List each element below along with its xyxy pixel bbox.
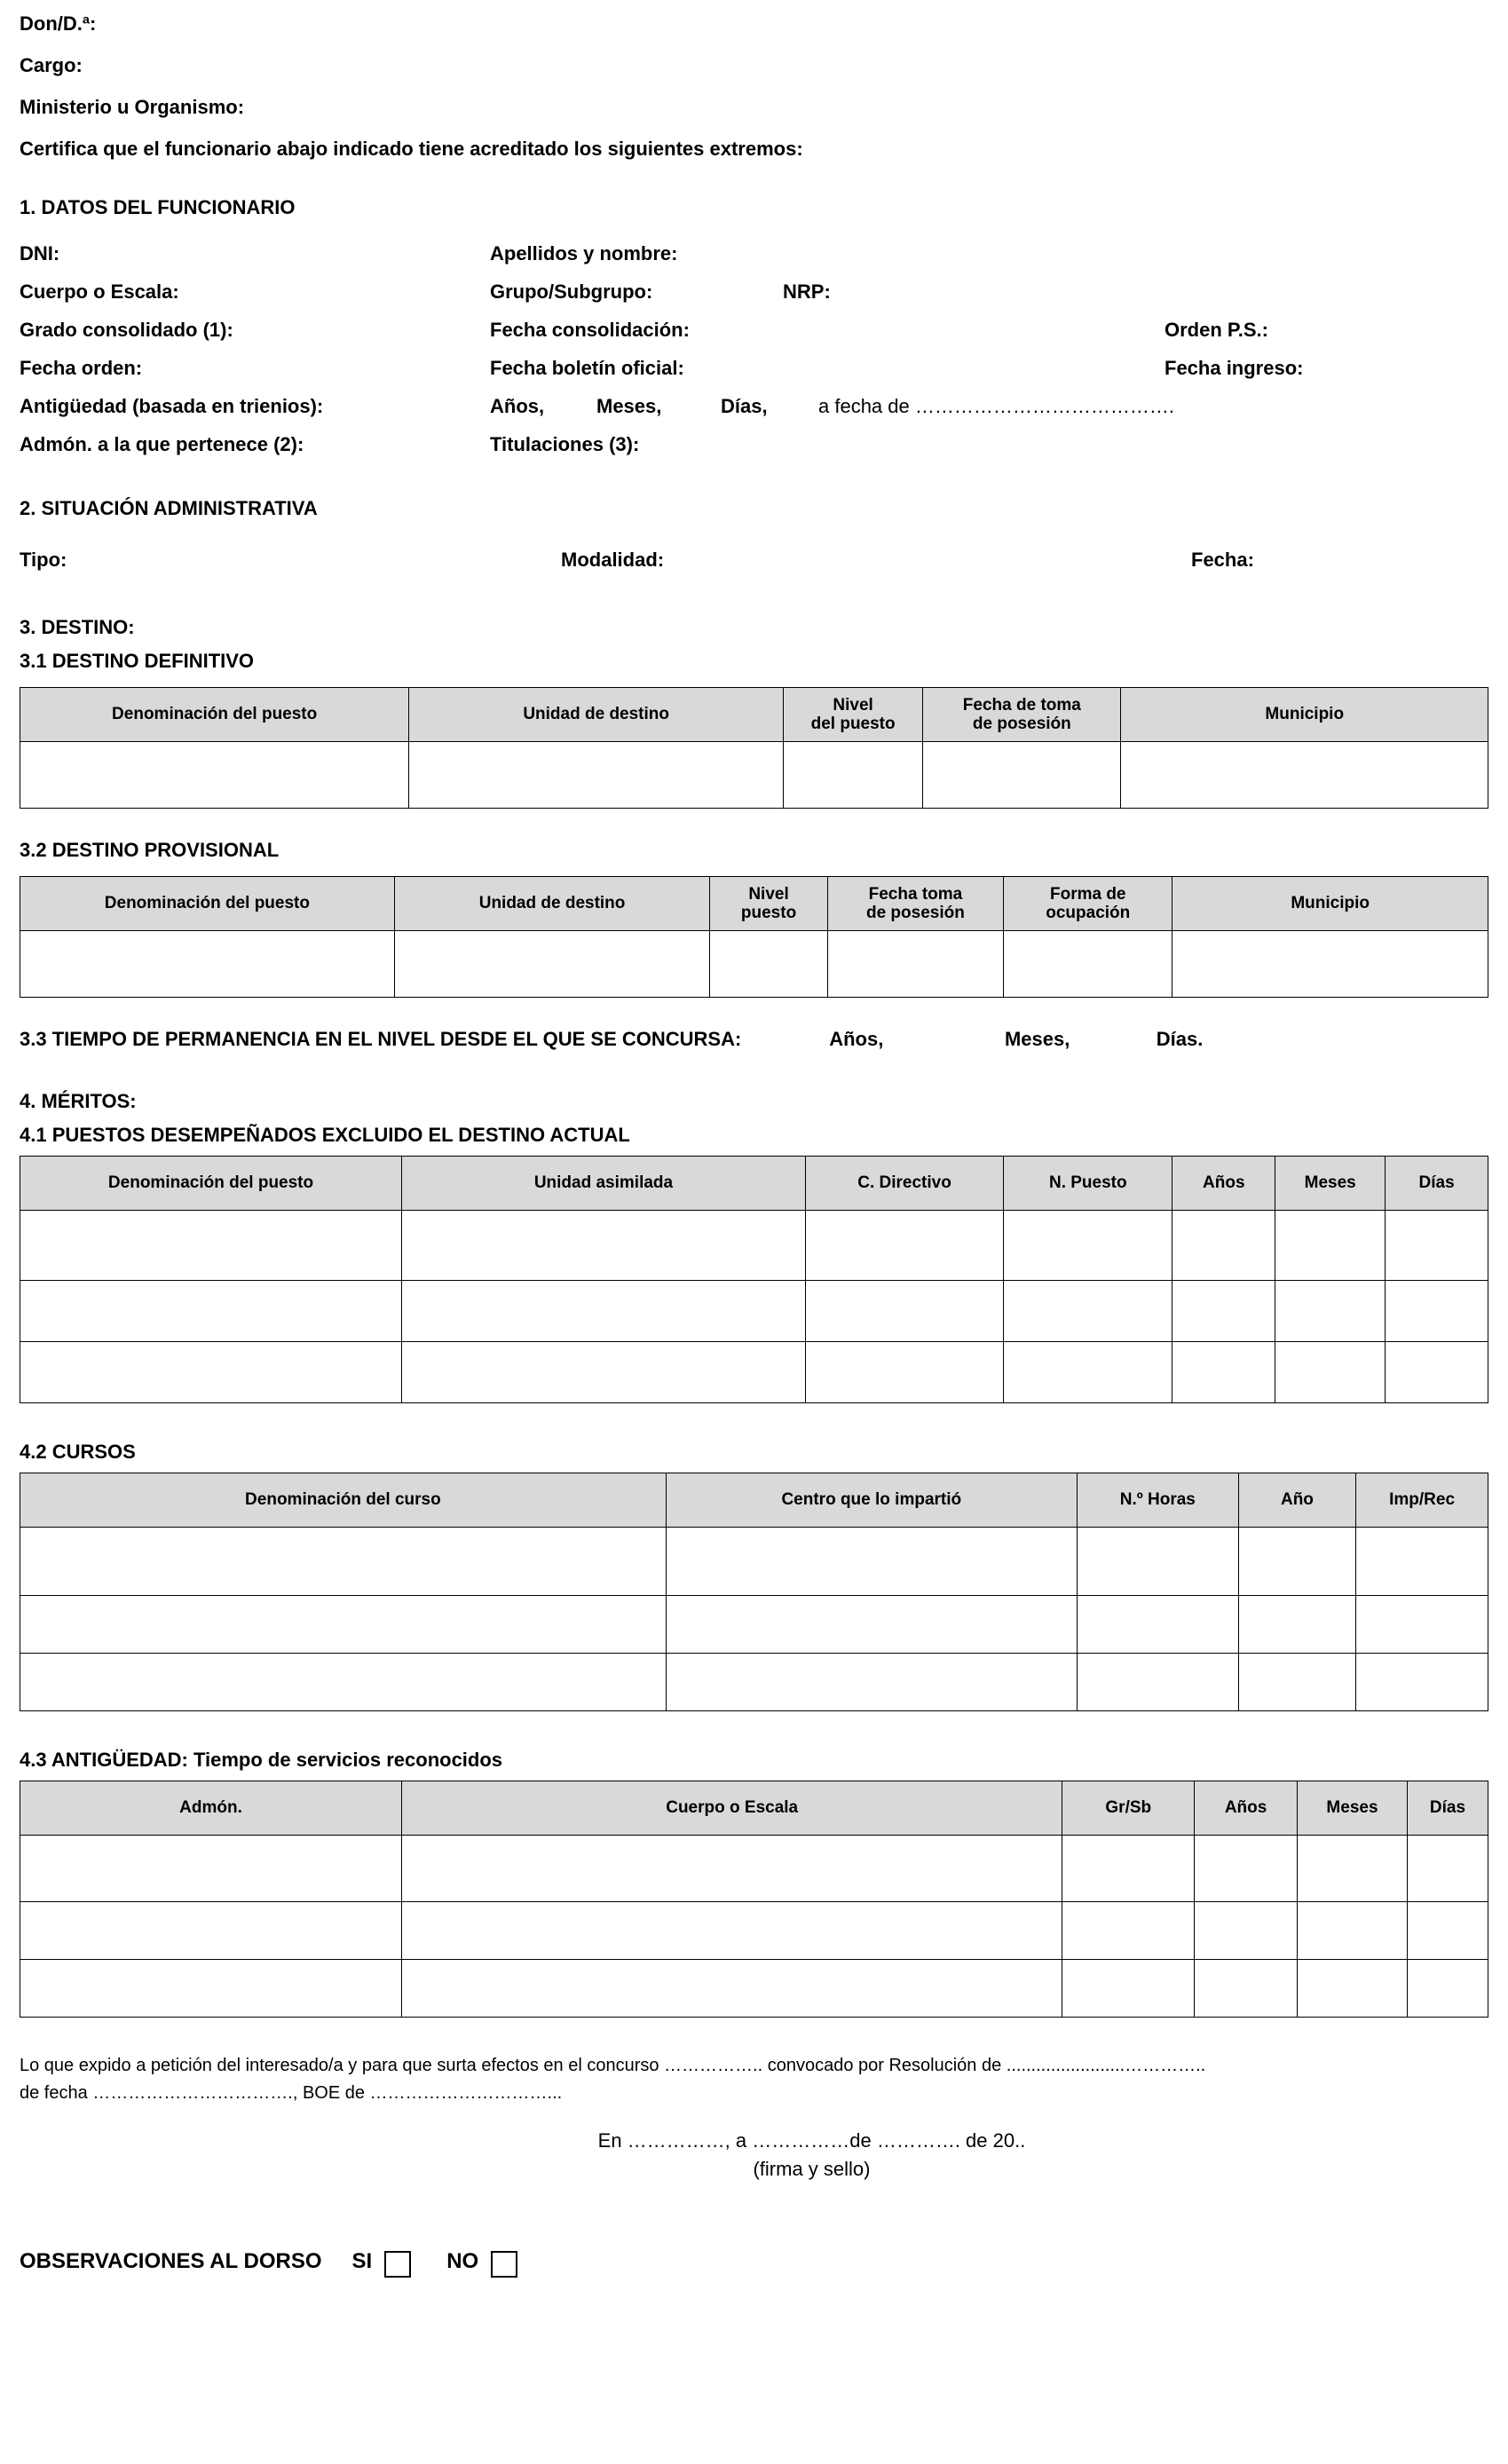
label-tp-anios: Años, <box>829 1028 884 1050</box>
field-ministerio: Ministerio u Organismo: <box>20 96 245 118</box>
cell-anio[interactable] <box>1238 1528 1355 1596</box>
table-row[interactable] <box>20 1596 1488 1654</box>
row-dni <box>20 242 1488 265</box>
cell-municipio[interactable] <box>1121 742 1488 809</box>
label-fecha-orden: Fecha orden: <box>20 357 143 379</box>
cell-anio[interactable] <box>1238 1596 1355 1654</box>
cell-centro[interactable] <box>666 1654 1077 1711</box>
th-imp-rec: Imp/Rec <box>1356 1473 1488 1528</box>
table-antiguedad <box>20 1781 1488 2018</box>
cell-denominacion[interactable] <box>20 742 409 809</box>
cell-unidad[interactable] <box>394 931 710 998</box>
row-admon <box>20 433 1488 456</box>
cell-fecha-posesion[interactable] <box>827 931 1003 998</box>
section-1-title: 1. DATOS DEL FUNCIONARIO <box>20 196 296 218</box>
signature-place-line: En ……………, a ……………de …………. de 20.. <box>597 2129 1026 2152</box>
table-destino-provisional <box>20 876 1488 998</box>
table-row[interactable] <box>20 1960 1488 2018</box>
footer-line-2: de fecha ……………………………., BOE de …………………………... <box>20 2083 563 2103</box>
label-nrp: NRP: <box>783 280 831 303</box>
cell-anios[interactable] <box>1172 1211 1275 1281</box>
cell-meses[interactable] <box>1297 1902 1407 1960</box>
th-denominacion: Denominación del puesto <box>20 1157 402 1211</box>
cell-dias[interactable] <box>1386 1281 1488 1342</box>
section-2-title: 2. SITUACIÓN ADMINISTRATIVA <box>20 497 318 519</box>
th-unidad: Unidad de destino <box>394 877 710 931</box>
th-municipio: Municipio <box>1172 877 1488 931</box>
cell-cuerpo-escala[interactable] <box>402 1902 1062 1960</box>
th-forma-ocupacion: Forma de ocupación <box>1004 877 1172 931</box>
th-meses: Meses <box>1297 1781 1407 1836</box>
th-denominacion-curso: Denominación del curso <box>20 1473 667 1528</box>
section-4-2-title: 4.2 CURSOS <box>20 1441 136 1463</box>
th-denominacion: Denominación del puesto <box>20 688 409 742</box>
th-dias: Días <box>1386 1157 1488 1211</box>
cell-anio[interactable] <box>1238 1654 1355 1711</box>
table-destino-definitivo-wrap <box>20 687 1488 809</box>
label-dni: DNI: <box>20 242 60 265</box>
cell-dias[interactable] <box>1386 1342 1488 1403</box>
cell-centro[interactable] <box>666 1528 1077 1596</box>
table-row[interactable] <box>20 931 1488 998</box>
th-unidad-asimilada: Unidad asimilada <box>402 1157 806 1211</box>
cell-dias[interactable] <box>1408 1902 1488 1960</box>
table-row[interactable] <box>20 742 1488 809</box>
cell-horas[interactable] <box>1077 1654 1238 1711</box>
th-nivel: Nivel puesto <box>710 877 827 931</box>
table-header-row <box>20 1157 1488 1211</box>
cell-admon[interactable] <box>20 1960 402 2018</box>
cell-denominacion[interactable] <box>20 1281 402 1342</box>
table-cursos <box>20 1473 1488 1711</box>
label-titulaciones: Titulaciones (3): <box>490 433 640 455</box>
label-meses: Meses, <box>596 395 662 417</box>
cell-meses[interactable] <box>1275 1281 1386 1342</box>
row-situacion <box>20 549 1488 572</box>
cell-c-directivo[interactable] <box>805 1281 1003 1342</box>
cell-denominacion[interactable] <box>20 931 395 998</box>
cell-nivel[interactable] <box>710 931 827 998</box>
label-cuerpo: Cuerpo o Escala: <box>20 280 179 303</box>
cell-dias[interactable] <box>1408 1960 1488 2018</box>
table-header-row <box>20 688 1488 742</box>
cell-imp-rec[interactable] <box>1356 1596 1488 1654</box>
th-anios: Años <box>1172 1157 1275 1211</box>
section-4-title: 4. MÉRITOS: <box>20 1090 137 1112</box>
th-unidad: Unidad de destino <box>409 688 784 742</box>
cell-anios[interactable] <box>1172 1281 1275 1342</box>
section-4-1-title: 4.1 PUESTOS DESEMPEÑADOS EXCLUIDO EL DESTINO ACTUAL <box>20 1124 630 1146</box>
cell-horas[interactable] <box>1077 1596 1238 1654</box>
table-destino-definitivo <box>20 687 1488 809</box>
cell-unidad-asimilada[interactable] <box>402 1211 806 1281</box>
cell-gr-sb[interactable] <box>1062 1902 1195 1960</box>
cell-gr-sb[interactable] <box>1062 1836 1195 1902</box>
label-tiempo-permanencia: 3.3 TIEMPO DE PERMANENCIA EN EL NIVEL DESDE EL QUE SE CONCURSA: <box>20 1028 742 1050</box>
th-anio: Año <box>1238 1473 1355 1528</box>
label-tp-dias: Días. <box>1156 1028 1204 1050</box>
th-centro: Centro que lo impartió <box>666 1473 1077 1528</box>
table-row[interactable] <box>20 1281 1488 1342</box>
label-tp-meses: Meses, <box>1004 1028 1070 1050</box>
cell-centro[interactable] <box>666 1596 1077 1654</box>
label-fecha-boletin: Fecha boletín oficial: <box>490 357 684 379</box>
cell-meses[interactable] <box>1297 1960 1407 2018</box>
section-4-3-title: 4.3 ANTIGÜEDAD: Tiempo de servicios reconocidos <box>20 1749 503 1771</box>
observaciones-no-label: NO <box>446 2249 479 2273</box>
label-fecha-consolidacion: Fecha consolidación: <box>490 319 690 341</box>
cell-n-puesto[interactable] <box>1004 1342 1172 1403</box>
label-admon: Admón. a la que pertenece (2): <box>20 433 304 455</box>
table-row[interactable] <box>20 1836 1488 1902</box>
cell-unidad-asimilada[interactable] <box>402 1342 806 1403</box>
label-grado: Grado consolidado (1): <box>20 319 233 341</box>
th-meses: Meses <box>1275 1157 1386 1211</box>
signature-note: (firma y sello) <box>753 2158 871 2180</box>
cell-n-puesto[interactable] <box>1004 1281 1172 1342</box>
table-header-row <box>20 1781 1488 1836</box>
table-puestos-wrap <box>20 1156 1488 1403</box>
cell-cuerpo-escala[interactable] <box>402 1960 1062 2018</box>
observaciones-row <box>20 2248 1488 2275</box>
cell-forma-ocupacion[interactable] <box>1004 931 1172 998</box>
cell-dias[interactable] <box>1386 1211 1488 1281</box>
cell-denominacion-curso[interactable] <box>20 1596 667 1654</box>
field-certifica: Certifica que el funcionario abajo indicado tiene acreditado los siguientes extremos: <box>20 138 803 160</box>
observaciones-label: OBSERVACIONES AL DORSO <box>20 2249 322 2273</box>
section-3-title: 3. DESTINO: <box>20 616 135 638</box>
th-horas: N.º Horas <box>1077 1473 1238 1528</box>
table-row[interactable] <box>20 1342 1488 1403</box>
label-modalidad: Modalidad: <box>561 549 665 571</box>
cell-municipio[interactable] <box>1172 931 1488 998</box>
table-puestos-desempenados <box>20 1156 1488 1403</box>
th-municipio: Municipio <box>1121 688 1488 742</box>
row-antiguedad <box>20 395 1488 418</box>
table-header-row <box>20 877 1488 931</box>
cell-meses[interactable] <box>1297 1836 1407 1902</box>
cell-anios[interactable] <box>1172 1342 1275 1403</box>
table-row[interactable] <box>20 1902 1488 1960</box>
th-gr-sb: Gr/Sb <box>1062 1781 1195 1836</box>
cell-denominacion[interactable] <box>20 1342 402 1403</box>
field-don: Don/D.ª: <box>20 12 97 35</box>
cell-anios[interactable] <box>1195 1960 1298 2018</box>
section-3-1-title: 3.1 DESTINO DEFINITIVO <box>20 650 255 672</box>
th-c-directivo: C. Directivo <box>805 1157 1003 1211</box>
cell-imp-rec[interactable] <box>1356 1528 1488 1596</box>
th-fecha-posesion: Fecha de toma de posesión <box>923 688 1121 742</box>
label-tipo: Tipo: <box>20 549 67 571</box>
cell-fecha-posesion[interactable] <box>923 742 1121 809</box>
table-destino-provisional-wrap <box>20 876 1488 998</box>
cell-unidad-asimilada[interactable] <box>402 1281 806 1342</box>
th-dias: Días <box>1408 1781 1488 1836</box>
th-n-puesto: N. Puesto <box>1004 1157 1172 1211</box>
label-grupo: Grupo/Subgrupo: <box>490 280 653 303</box>
label-antiguedad: Antigüedad (basada en trienios): <box>20 395 324 417</box>
table-row[interactable] <box>20 1528 1488 1596</box>
cell-c-directivo[interactable] <box>805 1342 1003 1403</box>
cell-n-puesto[interactable] <box>1004 1211 1172 1281</box>
label-anios: Años, <box>490 395 545 417</box>
cell-admon[interactable] <box>20 1902 402 1960</box>
row-grado <box>20 319 1488 342</box>
th-cuerpo-escala: Cuerpo o Escala <box>402 1781 1062 1836</box>
th-denominacion: Denominación del puesto <box>20 877 395 931</box>
cell-denominacion[interactable] <box>20 1211 402 1281</box>
cell-meses[interactable] <box>1275 1342 1386 1403</box>
cell-cuerpo-escala[interactable] <box>402 1836 1062 1902</box>
cell-dias[interactable] <box>1408 1836 1488 1902</box>
cell-unidad[interactable] <box>409 742 784 809</box>
field-cargo: Cargo: <box>20 54 83 76</box>
label-dias: Días, <box>721 395 768 417</box>
row-cuerpo <box>20 280 1488 304</box>
cell-denominacion-curso[interactable] <box>20 1654 667 1711</box>
label-apellidos: Apellidos y nombre: <box>490 242 678 265</box>
cell-meses[interactable] <box>1275 1211 1386 1281</box>
table-row[interactable] <box>20 1211 1488 1281</box>
cell-c-directivo[interactable] <box>805 1211 1003 1281</box>
cell-admon[interactable] <box>20 1836 402 1902</box>
cell-anios[interactable] <box>1195 1836 1298 1902</box>
label-fecha-ingreso: Fecha ingreso: <box>1165 357 1304 379</box>
label-orden: Orden P.S.: <box>1165 319 1268 341</box>
table-row[interactable] <box>20 1654 1488 1711</box>
row-tiempo-permanencia <box>20 1028 1488 1051</box>
th-anios: Años <box>1195 1781 1298 1836</box>
footer-line-1: Lo que expido a petición del interesado/a y para que surta efectos en el concurso …………….. convocado por Resolución de ........................………….. <box>20 2056 1206 2075</box>
cell-denominacion-curso[interactable] <box>20 1528 667 1596</box>
cell-horas[interactable] <box>1077 1528 1238 1596</box>
row-fecha-orden <box>20 357 1488 380</box>
cell-anios[interactable] <box>1195 1902 1298 1960</box>
observaciones-no-checkbox[interactable] <box>491 2251 517 2278</box>
table-header-row <box>20 1473 1488 1528</box>
table-cursos-wrap <box>20 1473 1488 1711</box>
cell-gr-sb[interactable] <box>1062 1960 1195 2018</box>
section-3-2-title: 3.2 DESTINO PROVISIONAL <box>20 839 280 861</box>
label-fecha-situacion: Fecha: <box>1191 549 1254 571</box>
th-admon: Admón. <box>20 1781 402 1836</box>
observaciones-si-label: SI <box>351 2249 373 2273</box>
observaciones-si-checkbox[interactable] <box>384 2251 411 2278</box>
table-antiguedad-wrap <box>20 1781 1488 2018</box>
th-nivel: Nivel del puesto <box>784 688 923 742</box>
cell-imp-rec[interactable] <box>1356 1654 1488 1711</box>
cell-nivel[interactable] <box>784 742 923 809</box>
label-a-fecha: a fecha de …………………………………. <box>818 395 1174 417</box>
th-fecha-posesion: Fecha toma de posesión <box>827 877 1003 931</box>
